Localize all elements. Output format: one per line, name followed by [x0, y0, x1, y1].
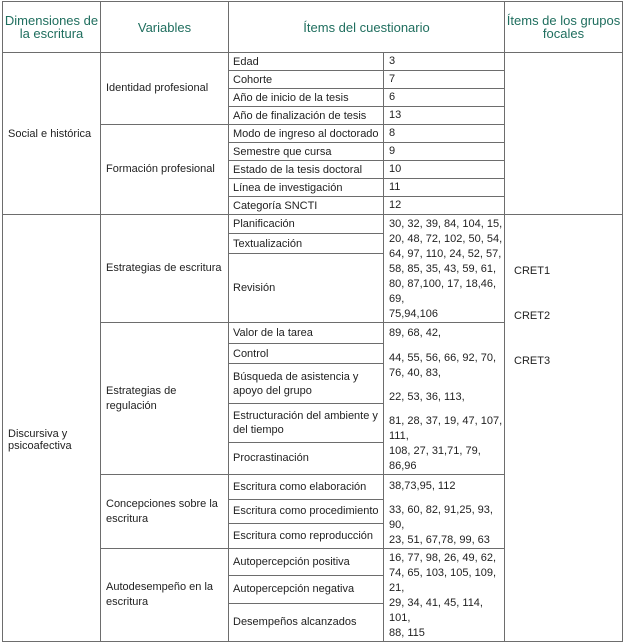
item-positiva: Autopercepción positiva: [229, 549, 384, 576]
item-control: Control: [229, 343, 384, 364]
item-elaboracion: Escritura como elaboración: [229, 475, 384, 500]
numbers-line: 80, 87,100, 17, 18,46, 69,: [389, 278, 497, 305]
numbers-line: 22, 53, 36, 113,: [389, 391, 465, 403]
header-dimensions: Dimensiones de la escritura: [3, 2, 101, 53]
item-estado: Estado de la tesis doctoral: [229, 161, 384, 179]
item-semestre: Semestre que cursa: [229, 143, 384, 161]
number-modo: 8: [384, 125, 505, 143]
numbers-line: 30, 32, 39, 84, 104, 15,: [389, 218, 503, 230]
numbers-line: 16, 77, 98, 26, 49, 62,: [389, 552, 497, 564]
numbers-line: 74, 65, 103, 105, 109, 21,: [389, 567, 497, 594]
numbers-line: 33, 60, 82, 91,25, 93, 90,: [389, 504, 493, 531]
number-categoria: 12: [384, 197, 505, 215]
numbers-line: 38,73,95, 112: [389, 480, 456, 492]
item-planificacion: Planificación: [229, 215, 384, 234]
numbers-line: 64, 97, 110, 24, 52, 57,: [389, 248, 502, 260]
item-desempenos: Desempeños alcanzados: [229, 603, 384, 641]
item-procedimiento: Escritura como procedimiento: [229, 499, 384, 524]
numbers-regulation: [384, 323, 505, 475]
variable-identity: Identidad profesional: [101, 53, 229, 125]
numbers-line: 20, 48, 72, 102, 50, 54,: [389, 233, 503, 245]
numbers-line: 75,94,106: [389, 308, 438, 320]
number-fin: 13: [384, 107, 505, 125]
header-variables: Variables: [101, 2, 229, 53]
numbers-line: 76, 40, 83,: [389, 367, 441, 379]
number-edad: 3: [384, 53, 505, 71]
number-estado: 10: [384, 161, 505, 179]
number-inicio: 6: [384, 89, 505, 107]
variable-regulation-label: Estrategias de regulación: [106, 384, 177, 412]
item-revision: Revisión: [229, 254, 384, 323]
item-modo: Modo de ingreso al doctorado: [229, 125, 384, 143]
numbers-writing-strategies: [384, 215, 505, 323]
number-cohorte: 7: [384, 71, 505, 89]
item-linea: Línea de investigación: [229, 179, 384, 197]
item-textualizacion: Textualización: [229, 234, 384, 254]
numbers-conceptions: [384, 475, 505, 549]
item-procrastinacion: Procrastinación: [229, 442, 384, 474]
dimension-social: Social e histórica: [3, 53, 101, 215]
header-items: Ítems del cuestionario: [229, 2, 505, 53]
number-linea: 11: [384, 179, 505, 197]
focus-cret2: CRET2: [514, 310, 551, 322]
numbers-line: 89, 68, 42,: [389, 327, 441, 339]
variable-regulation: [101, 323, 229, 475]
numbers-line: 58, 85, 35, 43, 59, 61,: [389, 263, 497, 275]
numbers-line: 29, 34, 41, 45, 114, 101,: [389, 597, 483, 624]
focus-groups-cell: [505, 215, 623, 642]
item-inicio: Año de inicio de la tesis: [229, 89, 384, 107]
table-row: [3, 53, 623, 71]
item-categoria: Categoría SNCTI: [229, 197, 384, 215]
number-semestre: 9: [384, 143, 505, 161]
variable-training: Formación profesional: [101, 125, 229, 215]
item-valor: Valor de la tarea: [229, 323, 384, 344]
item-estructuracion: Estructuración del ambiente y del tiempo: [229, 403, 384, 442]
variable-writing-strategies: Estrategias de escritura: [101, 215, 229, 323]
focus-empty-social: [505, 53, 623, 215]
item-reproduccion: Escritura como reproducción: [229, 524, 384, 549]
item-fin: Año de finalización de tesis: [229, 107, 384, 125]
variable-conceptions: Concepciones sobre la escritura: [101, 475, 229, 549]
focus-cret1: CRET1: [514, 265, 551, 277]
item-edad: Edad: [229, 53, 384, 71]
table-row: [3, 215, 623, 234]
numbers-self-performance: [384, 549, 505, 642]
table-header-row: [3, 2, 623, 53]
focus-cret3: CRET3: [514, 355, 551, 367]
numbers-line: 81, 28, 37, 19, 47, 107, 111,: [389, 415, 503, 442]
dimension-discursive: Discursiva y psicoafectiva: [3, 215, 101, 642]
header-focus-groups: Ítems de los grupos focales: [505, 2, 623, 53]
numbers-line: 23, 51, 67,78, 99, 63: [389, 534, 490, 546]
item-cohorte: Cohorte: [229, 71, 384, 89]
numbers-line: 88, 115: [389, 627, 425, 639]
item-busqueda: Búsqueda de asistencia y apoyo del grupo: [229, 364, 384, 403]
variables-table: [2, 1, 623, 642]
numbers-line: 108, 27, 31,71, 79, 86,96: [389, 445, 481, 472]
numbers-line: 44, 55, 56, 66, 92, 70,: [389, 352, 497, 364]
item-negativa: Autopercepción negativa: [229, 575, 384, 603]
variable-self-performance: Autodesempeño en la escritura: [101, 549, 229, 642]
